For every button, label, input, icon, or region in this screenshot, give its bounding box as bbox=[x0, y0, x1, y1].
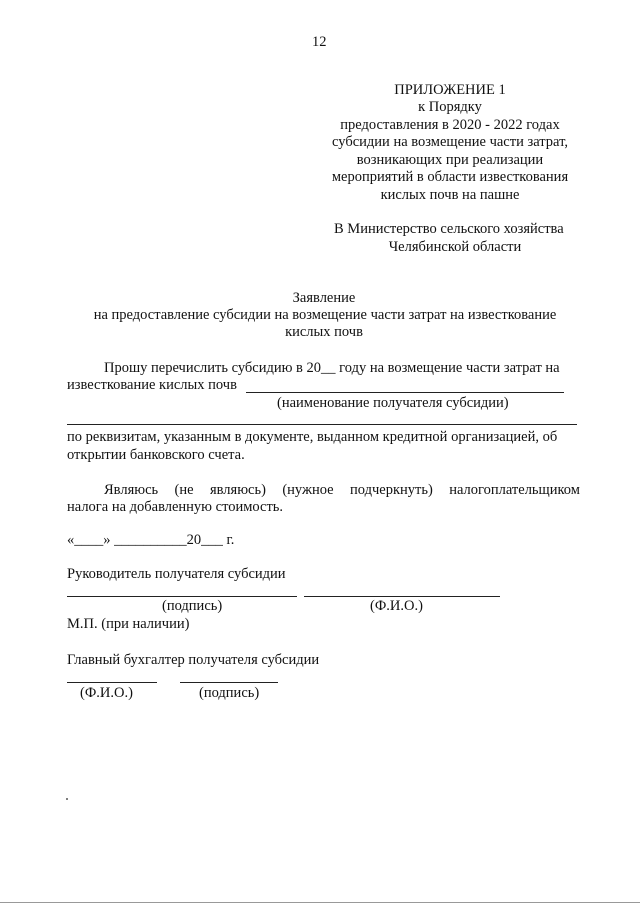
stamp-label: М.П. (при наличии) bbox=[67, 616, 190, 632]
appendix-line: предоставления в 2020 - 2022 годах bbox=[340, 117, 560, 133]
accountant-signature-caption: (подпись) bbox=[199, 685, 260, 701]
requisites-text: открытии банковского счета. bbox=[67, 447, 245, 463]
appendix-line: кислых почв на пашне bbox=[380, 187, 520, 203]
addressee-region: Челябинской области bbox=[388, 239, 522, 255]
head-signature-line bbox=[67, 596, 297, 597]
date-field: «____» __________20___ г. bbox=[67, 532, 235, 548]
tax-word: подчеркнуть) bbox=[350, 482, 433, 498]
accountant-name-line bbox=[67, 682, 157, 683]
accountant-signature-line bbox=[180, 682, 278, 683]
request-text: известкование кислых почв bbox=[67, 377, 237, 393]
document-title: Заявление bbox=[292, 290, 356, 306]
tax-status-text: налога на добавленную стоимость. bbox=[67, 499, 284, 515]
appendix-line: возникающих при реализации bbox=[356, 152, 544, 168]
tax-word: (не bbox=[174, 482, 194, 498]
tax-word: Являюсь bbox=[104, 482, 159, 498]
recipient-name-line bbox=[246, 392, 564, 393]
recipient-name-line-2 bbox=[67, 424, 577, 425]
name-caption: (Ф.И.О.) bbox=[370, 598, 423, 614]
addressee-ministry: В Министерство сельского хозяйства bbox=[334, 221, 564, 237]
scan-speck bbox=[66, 798, 68, 800]
accountant-label: Главный бухгалтер получателя субсидии bbox=[67, 652, 320, 668]
scan-edge bbox=[0, 902, 640, 903]
appendix-line: к Порядку bbox=[418, 99, 482, 115]
document-subtitle: кислых почв bbox=[285, 324, 363, 340]
accountant-name-caption: (Ф.И.О.) bbox=[80, 685, 133, 701]
appendix-line: субсидии на возмещение части затрат, bbox=[332, 134, 568, 150]
tax-status-line bbox=[104, 482, 580, 499]
tax-word: являюсь) bbox=[209, 482, 266, 498]
request-text: Прошу перечислить субсидию в 20__ году на возмещение части затрат на bbox=[104, 360, 560, 376]
document-subtitle: на предоставление субсидии на возмещение части затрат на известкование bbox=[93, 307, 557, 323]
head-label: Руководитель получателя субсидии bbox=[67, 566, 286, 582]
page-number: 12 bbox=[312, 34, 327, 50]
head-name-line bbox=[304, 596, 500, 597]
tax-word: налогоплательщиком bbox=[449, 482, 580, 498]
appendix-line: мероприятий в области известкования bbox=[331, 169, 569, 185]
recipient-caption: (наименование получателя субсидии) bbox=[277, 395, 509, 411]
requisites-text: по реквизитам, указанным в документе, выданном кредитной организацией, об bbox=[67, 429, 558, 445]
appendix-title: ПРИЛОЖЕНИЕ 1 bbox=[394, 82, 506, 98]
signature-caption: (подпись) bbox=[162, 598, 223, 614]
tax-word: (нужное bbox=[282, 482, 334, 498]
